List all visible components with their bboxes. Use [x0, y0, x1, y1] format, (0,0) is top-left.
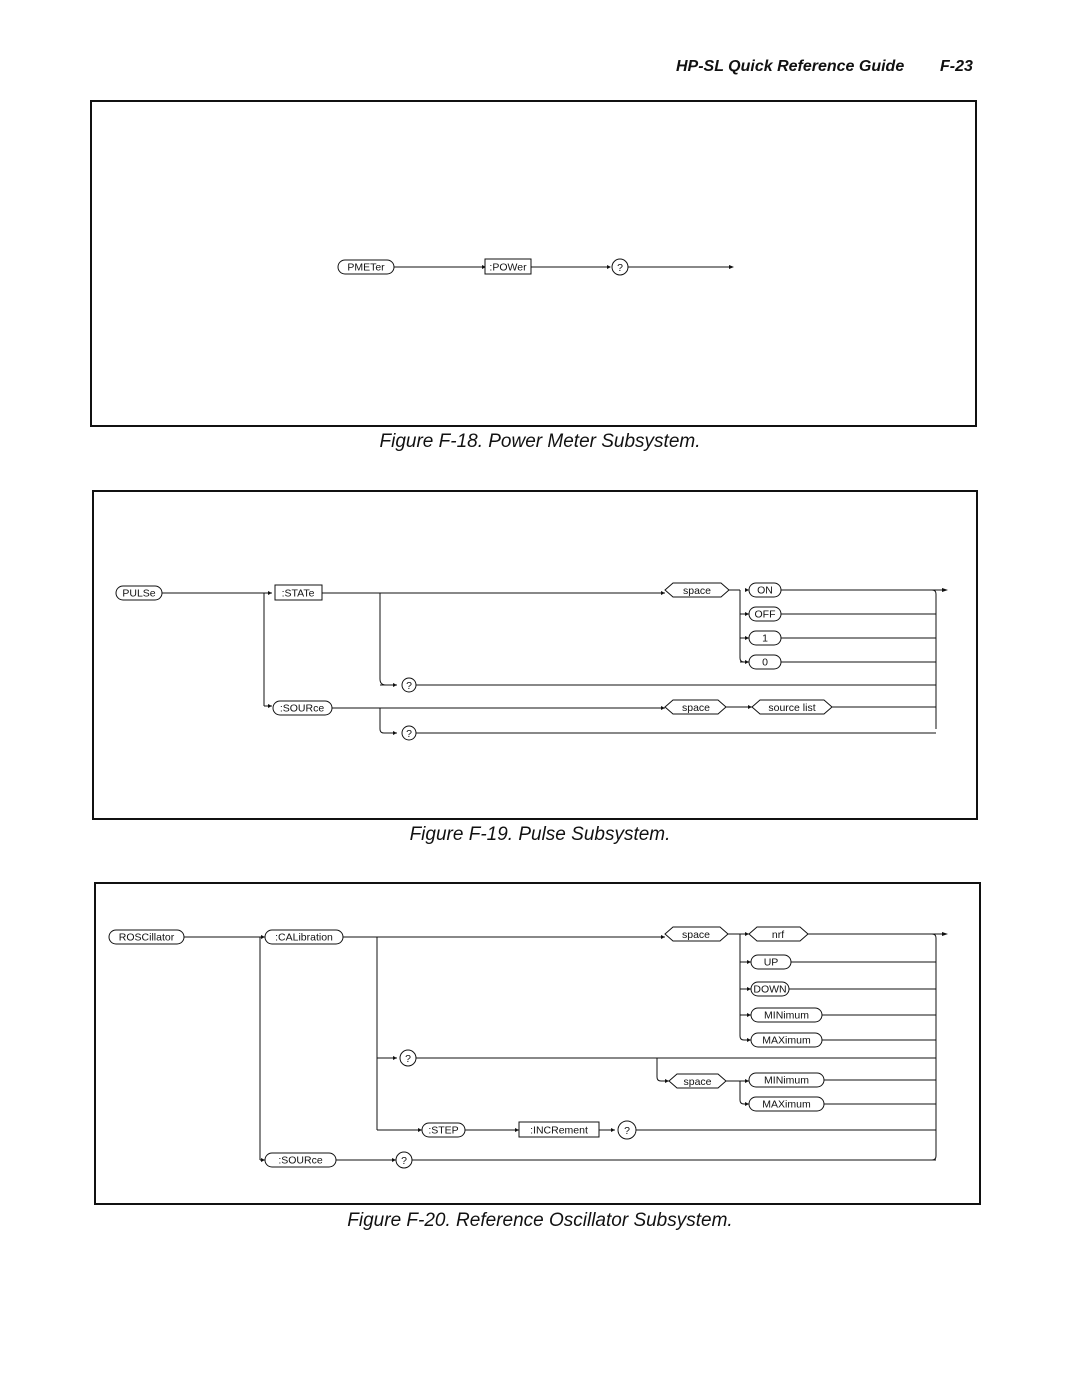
svg-text:PMETer: PMETer — [347, 261, 385, 274]
svg-text:ON: ON — [757, 584, 773, 597]
node-off — [749, 607, 781, 621]
svg-text:?: ? — [406, 680, 412, 692]
svg-text:DOWN: DOWN — [753, 983, 787, 996]
node-source — [265, 1153, 336, 1167]
node-query-2 — [402, 726, 416, 740]
figure-f19-caption: Figure F-19. Pulse Subsystem. — [409, 824, 671, 845]
node-space-1 — [665, 927, 728, 941]
node-power — [485, 259, 531, 274]
node-minimum-1 — [751, 1008, 822, 1022]
svg-text:space: space — [682, 585, 712, 597]
node-source — [273, 701, 332, 715]
power-meter-diagram — [92, 102, 975, 425]
svg-text:MINimum: MINimum — [764, 1074, 809, 1087]
svg-text:?: ? — [405, 1053, 411, 1065]
svg-text:MAXimum: MAXimum — [762, 1098, 811, 1111]
svg-text:?: ? — [406, 728, 412, 740]
node-step — [422, 1123, 465, 1137]
svg-text:MAXimum: MAXimum — [762, 1034, 811, 1047]
node-query-1 — [400, 1050, 416, 1066]
node-up — [751, 955, 791, 969]
node-roscillator — [109, 930, 184, 944]
pulse-diagram — [94, 492, 976, 818]
header-title: HP-SL Quick Reference Guide — [676, 58, 905, 75]
svg-text:?: ? — [624, 1125, 630, 1137]
svg-text::INCRement: :INCRement — [530, 1124, 588, 1137]
svg-text::POWer: :POWer — [489, 261, 527, 274]
svg-text:PULSe: PULSe — [122, 587, 156, 600]
svg-text:1: 1 — [762, 632, 768, 645]
svg-text:space: space — [683, 1076, 712, 1088]
figure-f19-frame — [92, 490, 978, 820]
svg-text::STEP: :STEP — [428, 1124, 459, 1137]
svg-text:MINimum: MINimum — [764, 1009, 809, 1022]
svg-text::SOURce: :SOURce — [279, 702, 325, 715]
node-query-3 — [396, 1152, 412, 1168]
node-space-2 — [665, 700, 726, 714]
header-page-number: F-23 — [940, 58, 973, 75]
node-query — [612, 259, 628, 275]
node-down — [751, 982, 789, 996]
node-calibration — [265, 930, 343, 944]
svg-text:source list: source list — [768, 702, 816, 714]
node-query-2 — [618, 1121, 636, 1139]
svg-text::SOURce: :SOURce — [278, 1154, 323, 1167]
node-one — [749, 631, 781, 645]
node-state — [275, 585, 322, 600]
svg-text:OFF: OFF — [754, 608, 776, 621]
node-zero — [749, 655, 781, 669]
svg-text:nrf: nrf — [771, 929, 785, 941]
svg-text:ROSCillator: ROSCillator — [118, 931, 175, 944]
node-source-list — [752, 700, 832, 714]
svg-text::CALibration: :CALibration — [275, 931, 333, 944]
node-minimum-2 — [749, 1073, 824, 1087]
figure-f18-caption: Figure F-18. Power Meter Subsystem. — [379, 431, 701, 452]
svg-text:space: space — [681, 929, 711, 941]
node-on — [749, 583, 781, 597]
svg-text:?: ? — [617, 262, 623, 274]
node-increment — [519, 1122, 599, 1137]
figure-f18-frame — [90, 100, 977, 427]
node-nrf — [749, 927, 808, 941]
node-maximum-1 — [751, 1033, 822, 1047]
svg-text:UP: UP — [763, 956, 779, 969]
node-space-2 — [669, 1074, 726, 1088]
reference-oscillator-diagram — [96, 884, 979, 1203]
node-maximum-2 — [749, 1097, 824, 1111]
node-space-1 — [665, 583, 729, 597]
node-pmeter — [338, 260, 394, 274]
svg-text:?: ? — [401, 1155, 407, 1167]
node-query-1 — [402, 678, 416, 692]
node-pulse — [116, 586, 162, 600]
svg-text:space: space — [681, 702, 711, 714]
svg-text:0: 0 — [762, 656, 768, 669]
figure-f20-caption: Figure F-20. Reference Oscillator Subsystem. — [347, 1210, 733, 1231]
svg-text::STATe: :STATe — [281, 587, 315, 600]
figure-f20-frame — [94, 882, 981, 1205]
